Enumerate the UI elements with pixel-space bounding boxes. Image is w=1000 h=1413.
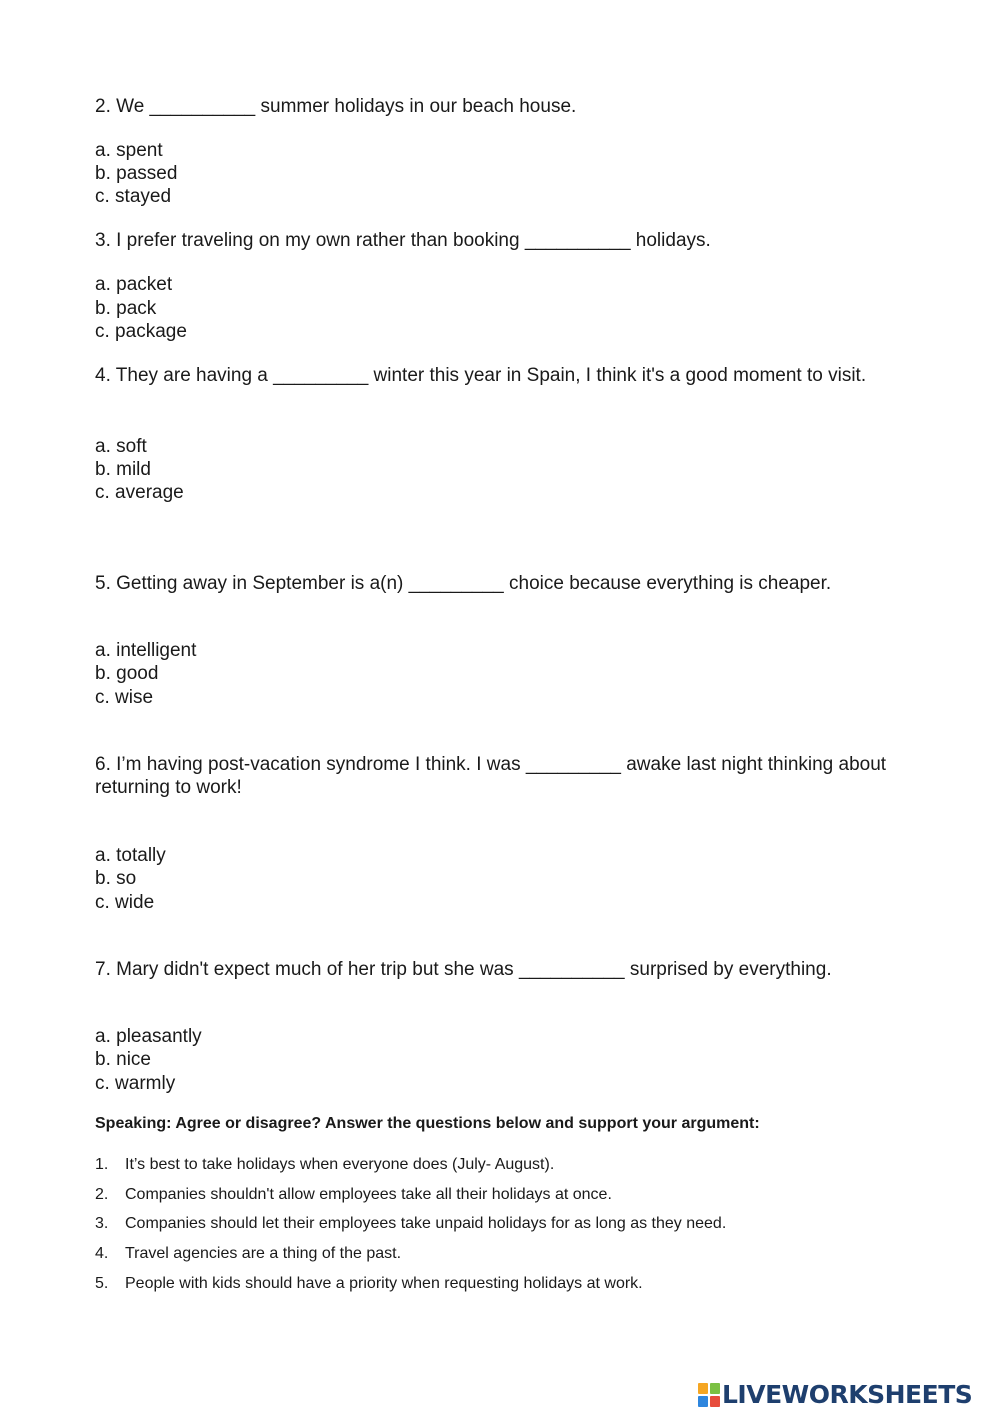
speaking-item-number: 5. — [95, 1275, 109, 1292]
question-7-option-b: b. nice — [95, 1049, 151, 1070]
question-3-option-a: a. packet — [95, 274, 173, 295]
question-3-stem: 3. I prefer traveling on my own rather than booking __________ holidays. — [95, 230, 711, 251]
question-4-option-b: b. mild — [95, 459, 151, 480]
speaking-item-text: People with kids should have a priority when requesting holidays at work. — [125, 1275, 643, 1292]
question-2-option-c: c. stayed — [95, 186, 172, 207]
question-3-option-c: c. package — [95, 321, 187, 342]
question-6-stem: 6. I’m having post-vacation syndrome I think. I was _________ awake last night thinking about returning to work! — [95, 754, 887, 798]
logo-square-1 — [698, 1383, 708, 1394]
logo-square-2 — [710, 1383, 720, 1394]
question-7-stem: 7. Mary didn't expect much of her trip but she was __________ surprised by everything. — [95, 959, 832, 980]
question-4-option-c: c. average — [95, 482, 184, 503]
logo-square-3 — [698, 1396, 708, 1407]
question-4-option-a: a. soft — [95, 436, 147, 457]
speaking-item-text: Companies shouldn't allow employees take all their holidays at once. — [125, 1186, 612, 1203]
question-2-stem: 2. We __________ summer holidays in our beach house. — [95, 96, 577, 117]
question-5-stem: 5. Getting away in September is a(n) _________ choice because everything is cheaper. — [95, 573, 832, 594]
speaking-heading: Speaking: Agree or disagree? Answer the questions below and support your argument: — [95, 1115, 760, 1132]
question-5-option-c: c. wise — [95, 687, 154, 708]
question-3-option-b: b. pack — [95, 298, 157, 319]
question-6-option-c: c. wide — [95, 892, 155, 913]
question-5-option-a: a. intelligent — [95, 640, 197, 661]
logo-square-4 — [710, 1396, 720, 1407]
speaking-item-number: 2. — [95, 1186, 109, 1203]
question-4-stem: 4. They are having a _________ winter this year in Spain, I think it's a good moment to visit. — [95, 365, 867, 386]
speaking-item-number: 3. — [95, 1215, 109, 1232]
question-2-option-a: a. spent — [95, 140, 163, 161]
question-6-option-b: b. so — [95, 868, 137, 889]
speaking-item-number: 4. — [95, 1245, 109, 1262]
speaking-item-text: It’s best to take holidays when everyone does (July- August). — [125, 1156, 555, 1173]
question-6-option-a: a. totally — [95, 845, 166, 866]
speaking-item-number: 1. — [95, 1156, 109, 1173]
question-7-option-c: c. warmly — [95, 1073, 176, 1094]
question-7-option-a: a. pleasantly — [95, 1026, 202, 1047]
speaking-item-text: Companies should let their employees take unpaid holidays for as long as they need. — [125, 1215, 727, 1232]
question-5-option-b: b. good — [95, 663, 159, 684]
liveworksheets-logo — [698, 1380, 972, 1410]
speaking-item-text: Travel agencies are a thing of the past. — [125, 1245, 402, 1262]
logo-text: LIVEWORKSHEETS — [722, 1380, 973, 1409]
question-2-option-b: b. passed — [95, 163, 178, 184]
liveworksheets-logo-icon — [698, 1383, 720, 1407]
